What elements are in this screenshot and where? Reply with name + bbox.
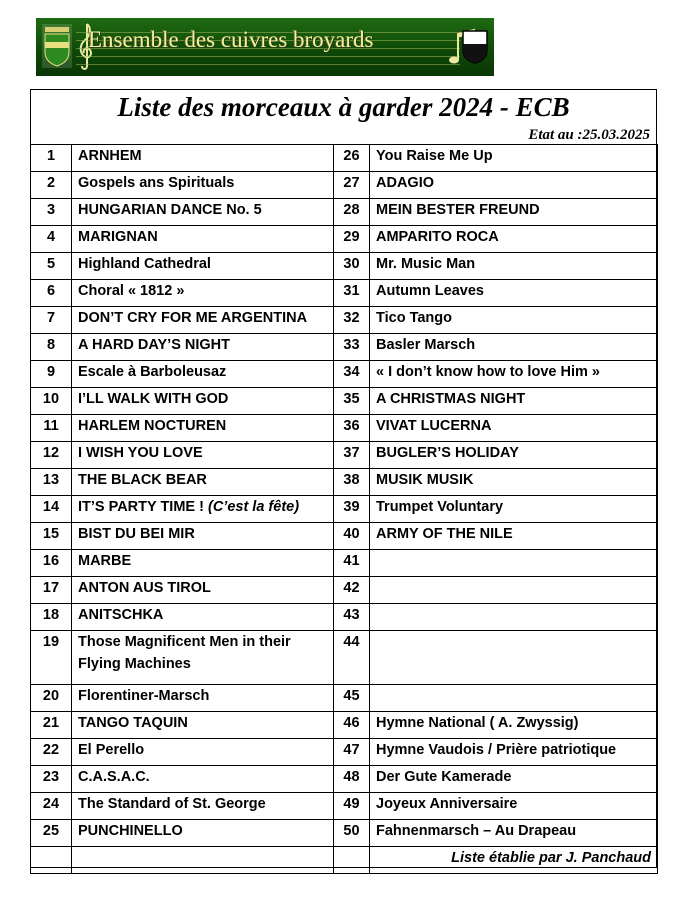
table-row bbox=[31, 631, 658, 685]
table-row bbox=[31, 415, 658, 442]
piece-title: MEIN BESTER FREUND bbox=[370, 199, 658, 226]
piece-title bbox=[72, 577, 334, 604]
piece-title bbox=[72, 604, 334, 631]
piece-title bbox=[72, 820, 334, 847]
table-row bbox=[31, 820, 658, 847]
piece-title bbox=[370, 604, 658, 631]
piece-title-text: PUNCHINELLO bbox=[78, 823, 183, 839]
piece-title-text: MARBE bbox=[78, 553, 132, 569]
piece-title-text: DON’T CRY FOR ME ARGENTINA bbox=[78, 310, 308, 326]
piece-title-text: Escale à Barboleusaz bbox=[78, 364, 227, 380]
piece-title: BUGLER’S HOLIDAY bbox=[370, 442, 658, 469]
table-row bbox=[31, 739, 658, 766]
piece-number: 41 bbox=[334, 550, 370, 577]
table-row bbox=[31, 172, 658, 199]
piece-title bbox=[72, 226, 334, 253]
piece-title bbox=[72, 253, 334, 280]
piece-number: 21 bbox=[31, 712, 72, 739]
piece-number: 6 bbox=[31, 280, 72, 307]
piece-number: 11 bbox=[31, 415, 72, 442]
piece-number: 30 bbox=[334, 253, 370, 280]
piece-title: ARMY OF THE NILE bbox=[370, 523, 658, 550]
piece-title-text: THE BLACK BEAR bbox=[78, 472, 207, 488]
table-row bbox=[31, 199, 658, 226]
piece-title: Trumpet Voluntary bbox=[370, 496, 658, 523]
piece-number: 50 bbox=[334, 820, 370, 847]
piece-number: 47 bbox=[334, 739, 370, 766]
piece-number: 39 bbox=[334, 496, 370, 523]
table-row bbox=[31, 604, 658, 631]
piece-title: Hymne Vaudois / Prière patriotique bbox=[370, 739, 658, 766]
piece-number: 10 bbox=[31, 388, 72, 415]
piece-number: 43 bbox=[334, 604, 370, 631]
table-row bbox=[31, 793, 658, 820]
piece-title bbox=[370, 631, 658, 685]
piece-title: ADAGIO bbox=[370, 172, 658, 199]
table-row bbox=[31, 766, 658, 793]
piece-number: 12 bbox=[31, 442, 72, 469]
piece-number: 8 bbox=[31, 334, 72, 361]
piece-title bbox=[72, 712, 334, 739]
piece-title bbox=[370, 577, 658, 604]
table-row bbox=[31, 577, 658, 604]
piece-number: 5 bbox=[31, 253, 72, 280]
piece-number: 33 bbox=[334, 334, 370, 361]
piece-number: 2 bbox=[31, 172, 72, 199]
empty-cell bbox=[31, 847, 72, 874]
piece-number: 45 bbox=[334, 685, 370, 712]
piece-title-text: ANTON AUS TIROL bbox=[78, 580, 211, 596]
piece-number: 23 bbox=[31, 766, 72, 793]
pieces-table bbox=[30, 144, 658, 874]
piece-title bbox=[72, 523, 334, 550]
piece-number: 49 bbox=[334, 793, 370, 820]
piece-title bbox=[370, 550, 658, 577]
pieces-table-body bbox=[31, 145, 658, 874]
piece-number: 14 bbox=[31, 496, 72, 523]
empty-cell bbox=[72, 847, 334, 874]
piece-number: 20 bbox=[31, 685, 72, 712]
piece-title-text: Those Magnificent Men in their Flying Machines bbox=[78, 634, 291, 672]
piece-title bbox=[72, 361, 334, 388]
piece-title-text: Gospels ans Spirituals bbox=[78, 175, 235, 191]
table-row bbox=[31, 496, 658, 523]
piece-number: 22 bbox=[31, 739, 72, 766]
piece-number: 9 bbox=[31, 361, 72, 388]
piece-number: 37 bbox=[334, 442, 370, 469]
piece-title-text: BIST DU BEI MIR bbox=[78, 526, 195, 542]
piece-title: A CHRISTMAS NIGHT bbox=[370, 388, 658, 415]
piece-number: 46 bbox=[334, 712, 370, 739]
status-date: Etat au :25.03.2025 bbox=[528, 127, 650, 143]
piece-number: 34 bbox=[334, 361, 370, 388]
piece-number: 16 bbox=[31, 550, 72, 577]
piece-title-text: Choral « 1812 » bbox=[78, 283, 185, 299]
piece-number: 3 bbox=[31, 199, 72, 226]
piece-title-text: El Perello bbox=[78, 742, 145, 758]
shield-crest-icon bbox=[462, 30, 488, 64]
piece-title bbox=[370, 685, 658, 712]
piece-number: 29 bbox=[334, 226, 370, 253]
piece-number: 26 bbox=[334, 145, 370, 172]
piece-title-note: (C’est la fête) bbox=[207, 499, 300, 515]
piece-title bbox=[72, 199, 334, 226]
table-row bbox=[31, 442, 658, 469]
author-credit: Liste établie par J. Panchaud bbox=[370, 847, 658, 874]
piece-title: Fahnenmarsch – Au Drapeau bbox=[370, 820, 658, 847]
table-row bbox=[31, 145, 658, 172]
piece-number: 48 bbox=[334, 766, 370, 793]
piece-title: VIVAT LUCERNA bbox=[370, 415, 658, 442]
piece-title bbox=[72, 388, 334, 415]
piece-title bbox=[72, 550, 334, 577]
piece-number: 44 bbox=[334, 631, 370, 685]
piece-title: « I don’t know how to love Him » bbox=[370, 361, 658, 388]
table-row bbox=[31, 712, 658, 739]
piece-title: You Raise Me Up bbox=[370, 145, 658, 172]
table-row bbox=[31, 334, 658, 361]
piece-title: MUSIK MUSIK bbox=[370, 469, 658, 496]
banner-title: Ensemble des cuivres broyards bbox=[88, 27, 374, 52]
piece-number: 17 bbox=[31, 577, 72, 604]
piece-title bbox=[72, 469, 334, 496]
staff-line bbox=[76, 64, 460, 65]
piece-title-text: A HARD DAY’S NIGHT bbox=[78, 337, 230, 353]
piece-number: 38 bbox=[334, 469, 370, 496]
table-row bbox=[31, 253, 658, 280]
staff-line bbox=[76, 56, 460, 57]
piece-number: 24 bbox=[31, 793, 72, 820]
piece-number: 28 bbox=[334, 199, 370, 226]
piece-title bbox=[72, 793, 334, 820]
table-row bbox=[31, 226, 658, 253]
piece-title-text: The Standard of St. George bbox=[78, 796, 266, 812]
piece-title-text: ANITSCHKA bbox=[78, 607, 164, 623]
piece-title bbox=[72, 766, 334, 793]
piece-title: Basler Marsch bbox=[370, 334, 658, 361]
piece-title: Mr. Music Man bbox=[370, 253, 658, 280]
piece-title: Tico Tango bbox=[370, 307, 658, 334]
table-row bbox=[31, 280, 658, 307]
table-row bbox=[31, 388, 658, 415]
piece-number: 36 bbox=[334, 415, 370, 442]
piece-title bbox=[72, 172, 334, 199]
piece-number: 35 bbox=[334, 388, 370, 415]
piece-title bbox=[72, 739, 334, 766]
footer-row bbox=[31, 847, 658, 874]
piece-number: 40 bbox=[334, 523, 370, 550]
piece-title: Der Gute Kamerade bbox=[370, 766, 658, 793]
crest-logo bbox=[42, 24, 72, 68]
table-row bbox=[31, 307, 658, 334]
piece-number: 7 bbox=[31, 307, 72, 334]
piece-number: 27 bbox=[334, 172, 370, 199]
piece-number: 32 bbox=[334, 307, 370, 334]
piece-title: AMPARITO ROCA bbox=[370, 226, 658, 253]
header-banner bbox=[36, 18, 494, 76]
piece-title-text: MARIGNAN bbox=[78, 229, 158, 245]
piece-number: 18 bbox=[31, 604, 72, 631]
piece-title-text: IT’S PARTY TIME ! bbox=[78, 499, 208, 515]
piece-number: 4 bbox=[31, 226, 72, 253]
document-title: Liste des morceaux à garder 2024 - ECB bbox=[117, 92, 570, 122]
piece-title: Autumn Leaves bbox=[370, 280, 658, 307]
piece-number: 15 bbox=[31, 523, 72, 550]
table-row bbox=[31, 361, 658, 388]
piece-title bbox=[72, 307, 334, 334]
empty-cell bbox=[334, 847, 370, 874]
piece-title-text: I WISH YOU LOVE bbox=[78, 445, 203, 461]
piece-number: 19 bbox=[31, 631, 72, 685]
piece-title-text: Florentiner-Marsch bbox=[78, 688, 210, 704]
table-row bbox=[31, 469, 658, 496]
piece-number: 25 bbox=[31, 820, 72, 847]
piece-title-text: ARNHEM bbox=[78, 148, 142, 164]
piece-title bbox=[72, 145, 334, 172]
piece-number: 42 bbox=[334, 577, 370, 604]
piece-title bbox=[72, 334, 334, 361]
piece-title-text: C.A.S.A.C. bbox=[78, 769, 150, 785]
piece-title bbox=[72, 685, 334, 712]
piece-title-text: HARLEM NOCTUREN bbox=[78, 418, 227, 434]
piece-title bbox=[72, 280, 334, 307]
piece-title-text: HUNGARIAN DANCE No. 5 bbox=[78, 202, 262, 218]
piece-title: Hymne National ( A. Zwyssig) bbox=[370, 712, 658, 739]
piece-list-document bbox=[30, 89, 657, 868]
piece-title bbox=[72, 442, 334, 469]
table-row bbox=[31, 523, 658, 550]
piece-number: 1 bbox=[31, 145, 72, 172]
piece-title: Joyeux Anniversaire bbox=[370, 793, 658, 820]
piece-number: 13 bbox=[31, 469, 72, 496]
piece-title-text: Highland Cathedral bbox=[78, 256, 211, 272]
piece-title bbox=[72, 496, 334, 523]
piece-title bbox=[72, 631, 334, 685]
piece-title bbox=[72, 415, 334, 442]
piece-number: 31 bbox=[334, 280, 370, 307]
table-row bbox=[31, 685, 658, 712]
piece-title-text: TANGO TAQUIN bbox=[78, 715, 188, 731]
table-row bbox=[31, 550, 658, 577]
piece-title-text: I’LL WALK WITH GOD bbox=[78, 391, 229, 407]
